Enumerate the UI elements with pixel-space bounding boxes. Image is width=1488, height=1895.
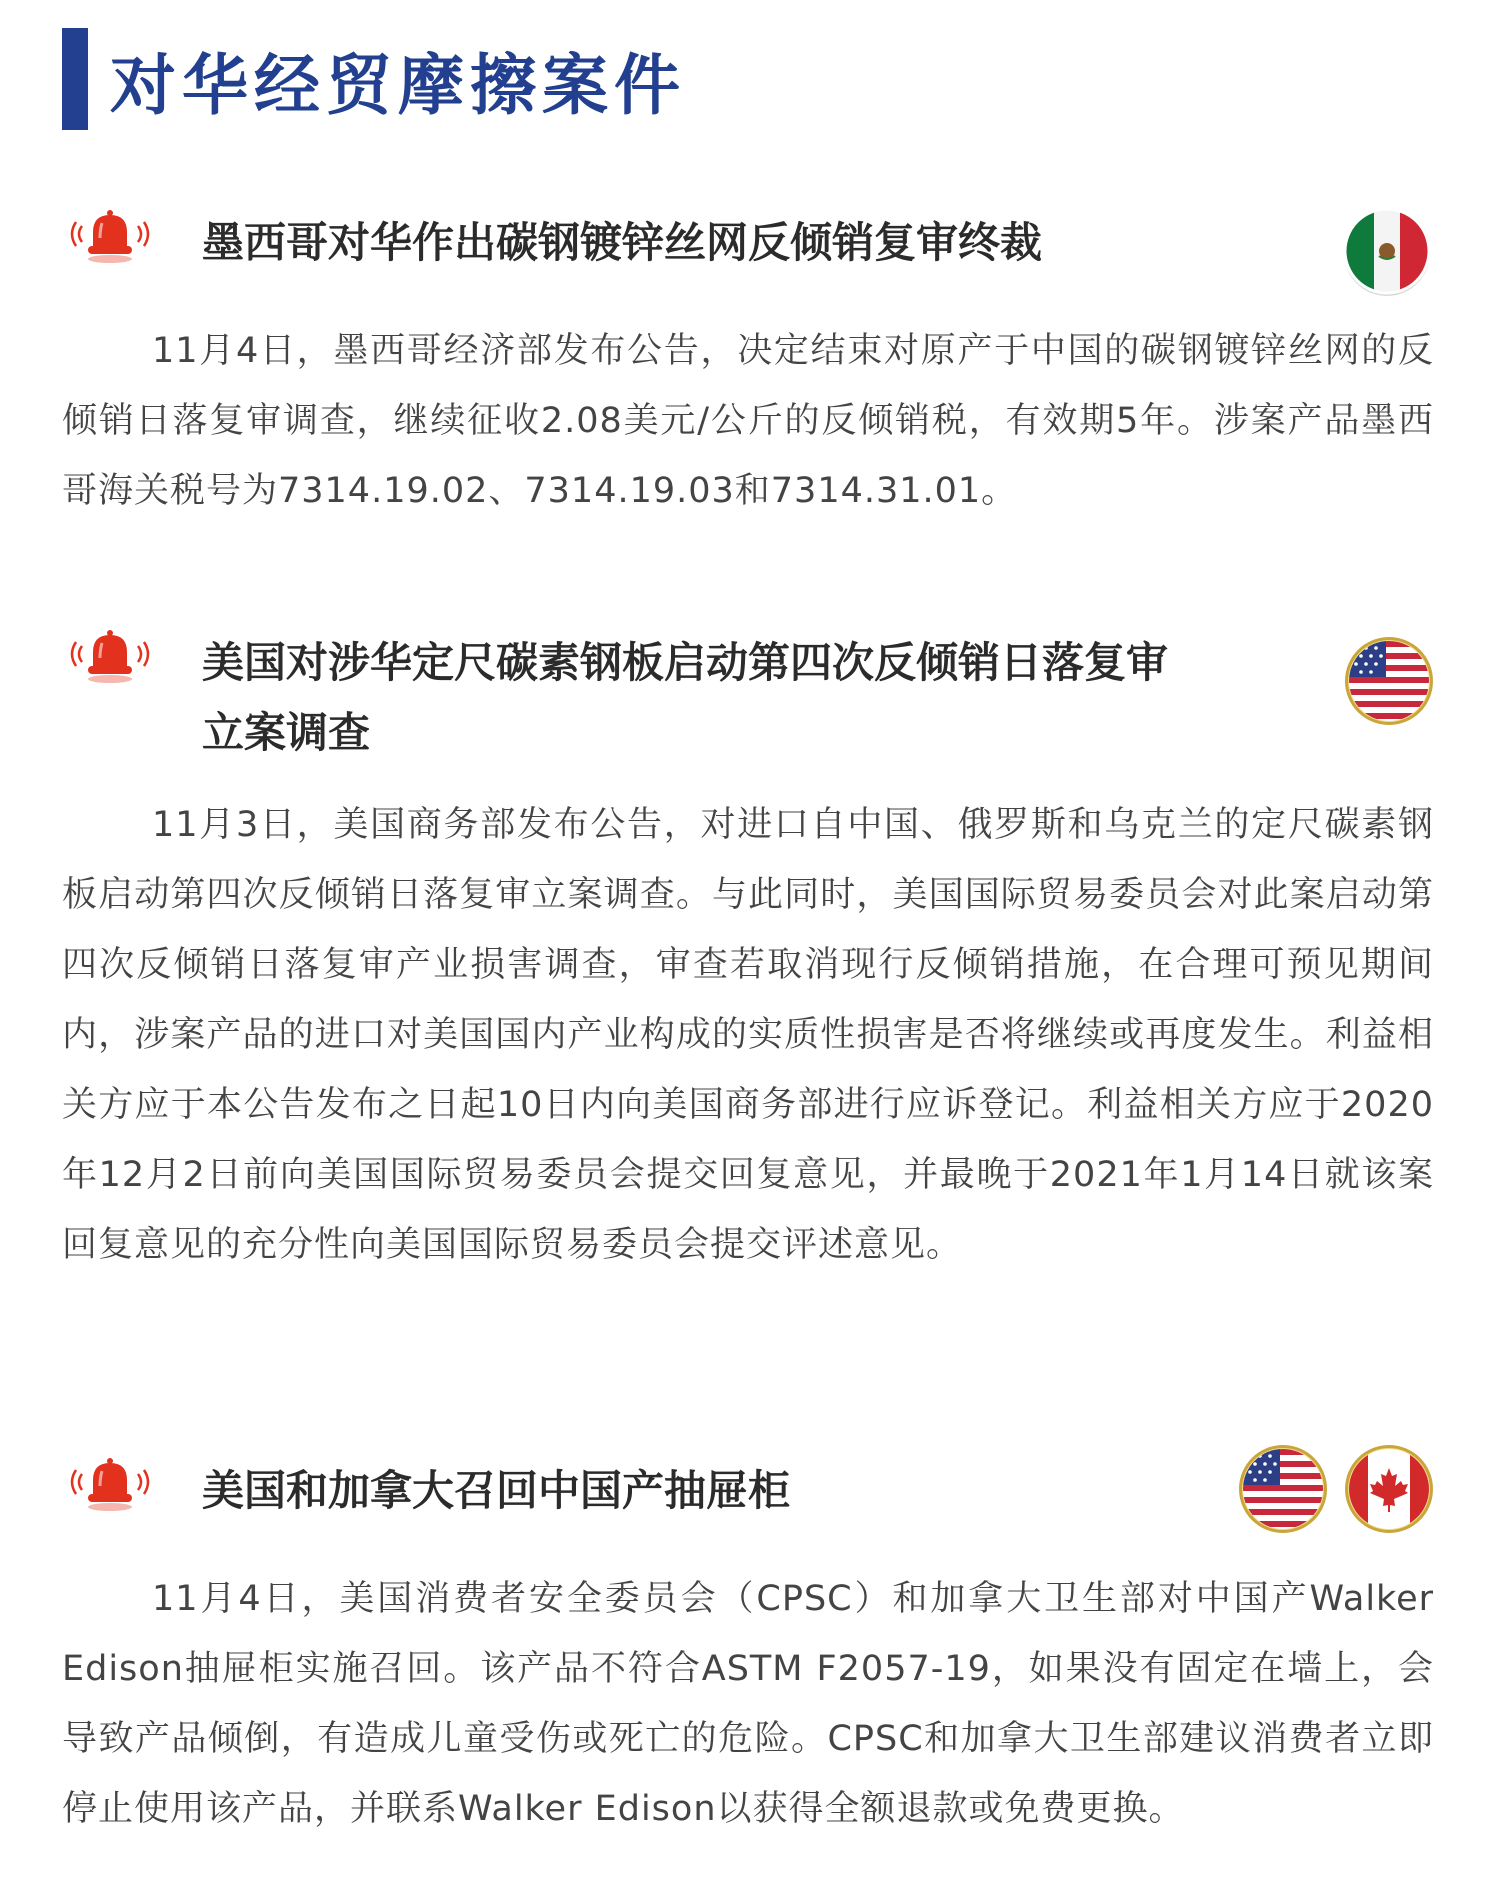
article-header	[62, 628, 1434, 776]
article-body: 11月4日，美国消费者安全委员会（CPSC）和加拿大卫生部对中国产Walker Edison抽屉柜实施召回。该产品不符合ASTM F2057-19，如果没有固定在墙上，会导致产品倾倒，有造成儿童受伤或死亡的危险。CPSC和加拿大卫生部建议消费者立即停止使用该产品，并联系Walker Edison以获得全额退款或免费更换。	[62, 1579, 1434, 1829]
usa-flag-icon	[1238, 1444, 1328, 1534]
alarm-bell-icon	[62, 628, 158, 688]
article-title: 墨西哥对华作出碳钢镀锌丝网反倾销复审终裁	[202, 218, 1043, 267]
page-title: 对华经贸摩擦案件	[110, 46, 686, 124]
article-title: 美国对涉华定尺碳素钢板启动第四次反倾销日落复审 立案调查	[202, 638, 1169, 757]
article-usa-carbon-steel-plate	[62, 628, 1434, 1280]
alarm-bell-icon	[62, 208, 158, 268]
header-accent-bar	[62, 28, 88, 130]
canada-flag-icon	[1344, 1444, 1434, 1534]
page-header	[62, 28, 686, 130]
article-usa-canada-drawer-recall	[62, 1456, 1434, 1844]
usa-flag-icon	[1344, 636, 1434, 726]
mexico-flag-icon	[1342, 206, 1432, 296]
article-header	[62, 1456, 1434, 1556]
article-header	[62, 208, 1434, 308]
article-body: 11月4日，墨西哥经济部发布公告，决定结束对原产于中国的碳钢镀锌丝网的反倾销日落复审调查，继续征收2.08美元/公斤的反倾销税，有效期5年。涉案产品墨西哥海关税号为7314.19.02、7314.19.03和7314.31.01。	[62, 331, 1434, 511]
alarm-bell-icon	[62, 1456, 158, 1516]
article-mexico-wire-mesh	[62, 208, 1434, 526]
article-title: 美国和加拿大召回中国产抽屉柜	[202, 1466, 791, 1515]
article-body: 11月3日，美国商务部发布公告，对进口自中国、俄罗斯和乌克兰的定尺碳素钢板启动第四次反倾销日落复审立案调查。与此同时，美国国际贸易委员会对此案启动第四次反倾销日落复审产业损害调查，审查若取消现行反倾销措施，在合理可预见期间内，涉案产品的进口对美国国内产业构成的实质性损害是否将继续或再度发生。利益相关方应于本公告发布之日起10日内向美国商务部进行应诉登记。利益相关方应于2020年12月2日前向美国国际贸易委员会提交回复意见，并最晚于2021年1月14日就该案回复意见的充分性向美国国际贸易委员会提交评述意见。	[62, 805, 1434, 1265]
